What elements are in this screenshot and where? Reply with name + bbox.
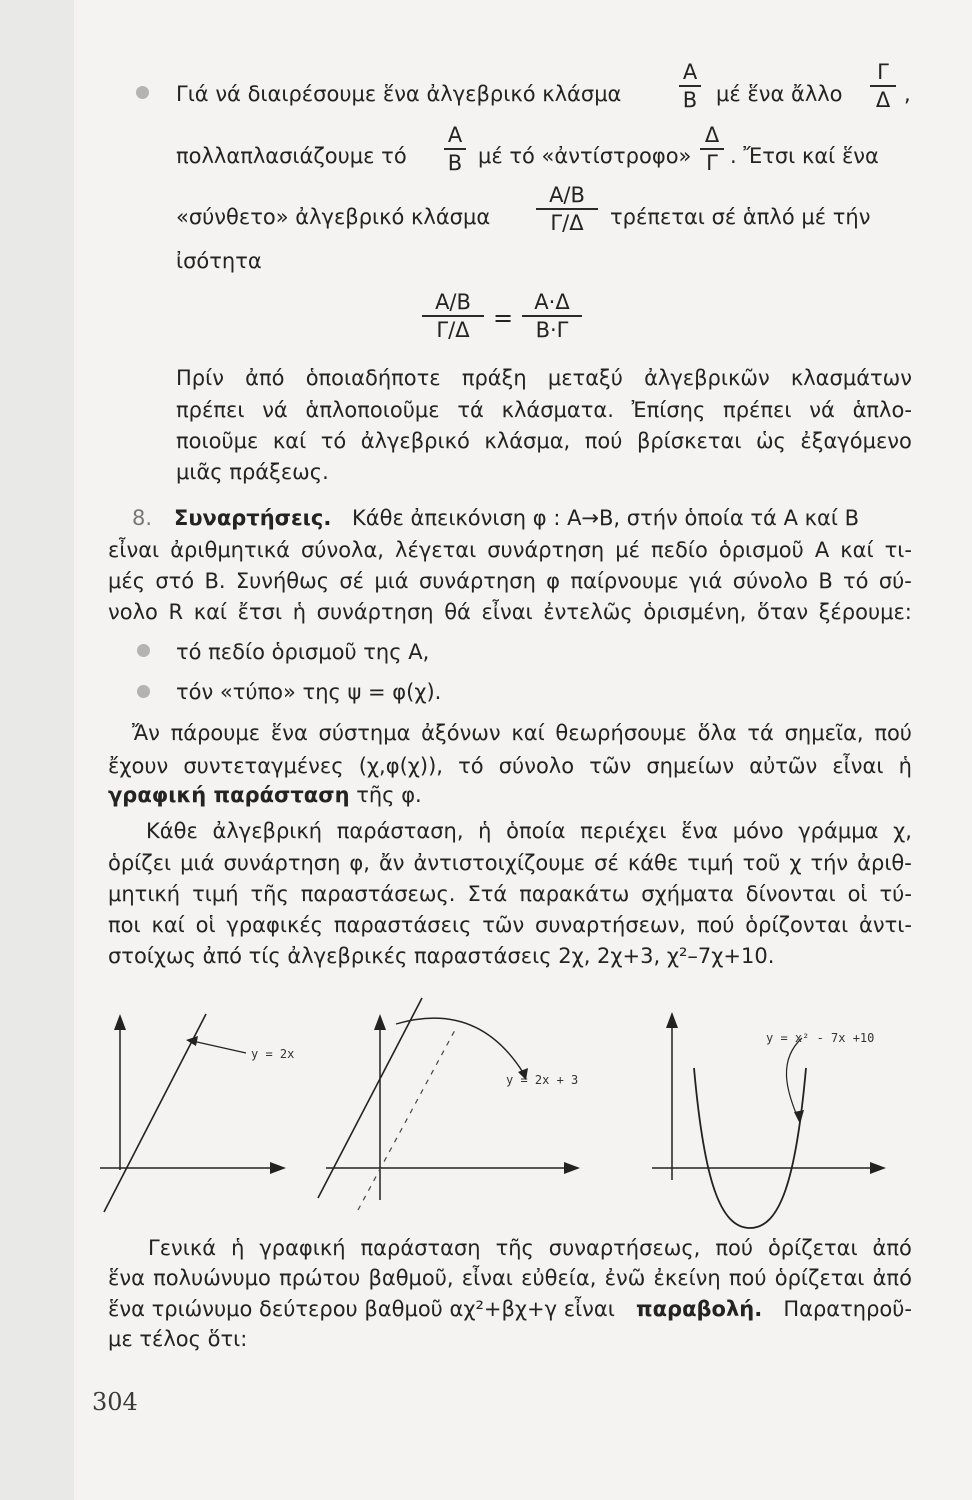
fraction-a-b: Α Β: [679, 62, 701, 111]
p2-line-3: νολο R καί ἔτσι ἡ συνάρτηση θά εἶναι ἐντελῶς ὁρισμένη, ὅταν ξέρουμε:: [108, 600, 912, 624]
section-first-line: Κάθε ἀπεικόνιση φ : Α→Β, στήν ὁποία τά Α καί Β: [352, 506, 860, 530]
label-pointer-head: [794, 1110, 804, 1124]
bullet-domain: τό πεδίο ὁρισμοῦ της Α,: [176, 640, 430, 664]
line-2-b: μέ τό «ἀντίστροφο»: [478, 144, 692, 168]
fraction-compound: Α/Β Γ/Δ: [536, 185, 598, 234]
line-1-mid: μέ ἕνα ἄλλο: [716, 82, 843, 106]
p5-line-3: [108, 1299, 912, 1320]
x-axis-arrow: [870, 1162, 886, 1174]
fraction-d-g: Δ Γ: [700, 125, 724, 174]
page-number: 304: [92, 1388, 138, 1416]
label-y-2x: y = 2x: [251, 1047, 295, 1061]
line-3-a: «σύνθετο» ἀλγεβρικό κλάσμα: [176, 205, 491, 229]
p3-line-2: ἔχουν συντεταγμένες (χ,φ(χ)), τό σύνολο τῶν σημείων αὐτῶν εἶναι ἡ: [108, 754, 912, 778]
p4-line-5: στοίχως ἀπό τίς ἀλγεβρικές παραστάσεις 2χ, 2χ+3, χ²–7χ+10.: [108, 944, 775, 968]
p2-line-1: εἶναι ἀριθμητικά σύνολα, λέγεται συνάρτηση μέ πεδίο ὁρισμοῦ Α καί τι-: [108, 538, 912, 562]
section-number: 8.: [132, 506, 153, 530]
p3-line-3: γραφική παράσταση τῆς φ.: [108, 783, 422, 807]
label-parabola: y = x² - 7x +10: [766, 1031, 875, 1045]
line-4-text: ἰσότητα: [176, 249, 262, 273]
p1-line-2: πρέπει νά ἁπλοποιοῦμε τά κλάσματα. Ἐπίσης πρέπει νά ἁπλο-: [176, 398, 912, 422]
line-2-c: . Ἔτσι καί ἕνα: [730, 144, 879, 168]
fraction-g-d: Γ Δ: [870, 62, 896, 111]
line-1-comma: ,: [904, 82, 911, 106]
p4-line-1: Κάθε ἀλγεβρική παράσταση, ἡ ὁποία περιέχει ἕνα μόνο γράμμα χ,: [146, 819, 912, 843]
p4-line-3: μητική τιμή τῆς παραστάσεως. Στά παρακάτω σχήματα δίνονται οἱ τύ-: [108, 882, 912, 906]
y-axis-arrow: [666, 1012, 678, 1028]
p1-line-3: ποιοῦμε καί τό ἀλγεβρικό κλάσμα, πού βρίσκεται ὡς ἐξαγόμενο: [176, 429, 912, 453]
p4-line-4: ποι καί οἱ γραφικές παραστάσεις τῶν συναρτήσεων, πού ὁρίζονται ἀντι-: [108, 913, 912, 937]
fraction-a-b-2: Α Β: [444, 125, 466, 174]
line-3-b: τρέπεται σέ ἁπλό μέ τήν: [610, 205, 871, 229]
p1-line-1: Πρίν ἀπό ὁποιαδήποτε πράξη μεταξύ ἀλγεβρικῶν κλασμάτων: [176, 366, 912, 390]
line-1-text: Γιά νά διαιρέσουμε ἕνα ἀλγεβρικό κλάσμα: [176, 82, 622, 106]
label-pointer: [786, 1038, 802, 1118]
p5-line-3-c: Παρατηροῦ-: [783, 1297, 912, 1321]
section-title: Συναρτήσεις.: [174, 506, 332, 530]
p3-line-1: Ἄν πάρουμε ἕνα σύστημα ἀξόνων καί θεωρήσουμε ὅλα τά σημεῖα, πού: [132, 721, 912, 745]
p5-line-4: με τέλος ὅτι:: [108, 1327, 248, 1351]
bullet-formula: τόν «τύπο» της ψ = φ(χ).: [176, 680, 442, 704]
label-y-2x-plus-3: y = 2x + 3: [506, 1073, 579, 1087]
p2-line-2: μές στό Β. Συνήθως σέ μιά συνάρτηση φ παίρνουμε γιά σύνολο Β τό σύ-: [108, 569, 912, 593]
p5-line-3-a: ἕνα τριώνυμο δεύτερου βαθμοῦ αχ²+βχ+γ εἶναι: [108, 1297, 615, 1321]
equation-left-fraction: Α/Β Γ/Δ: [422, 292, 484, 341]
parabola-term-bold: παραβολή.: [636, 1297, 763, 1321]
p5-line-2: ἕνα πολυώνυμο πρώτου βαθμοῦ, εἶναι εὐθεία, ἐνῶ ἐκείνη πού ὁρίζεται ἀπό: [108, 1266, 912, 1290]
p1-line-4: μιᾶς πράξεως.: [176, 460, 329, 484]
equation-equals: =: [493, 304, 514, 332]
p4-line-2: ὁρίζει μιά συνάρτηση φ, ἄν ἀντιστοιχίζουμε σέ κάθε τιμή τοῦ χ τήν ἀριθ-: [108, 851, 912, 875]
equation-right-fraction: Α·Δ Β·Γ: [522, 292, 582, 341]
p5-line-1: Γενικά ἡ γραφική παράσταση τῆς συναρτήσεως, πού ὁρίζεται ἀπό: [148, 1236, 912, 1260]
line-2-a: πολλαπλασιάζουμε τό: [176, 144, 407, 168]
graph-term-bold: γραφική παράσταση: [108, 783, 350, 807]
